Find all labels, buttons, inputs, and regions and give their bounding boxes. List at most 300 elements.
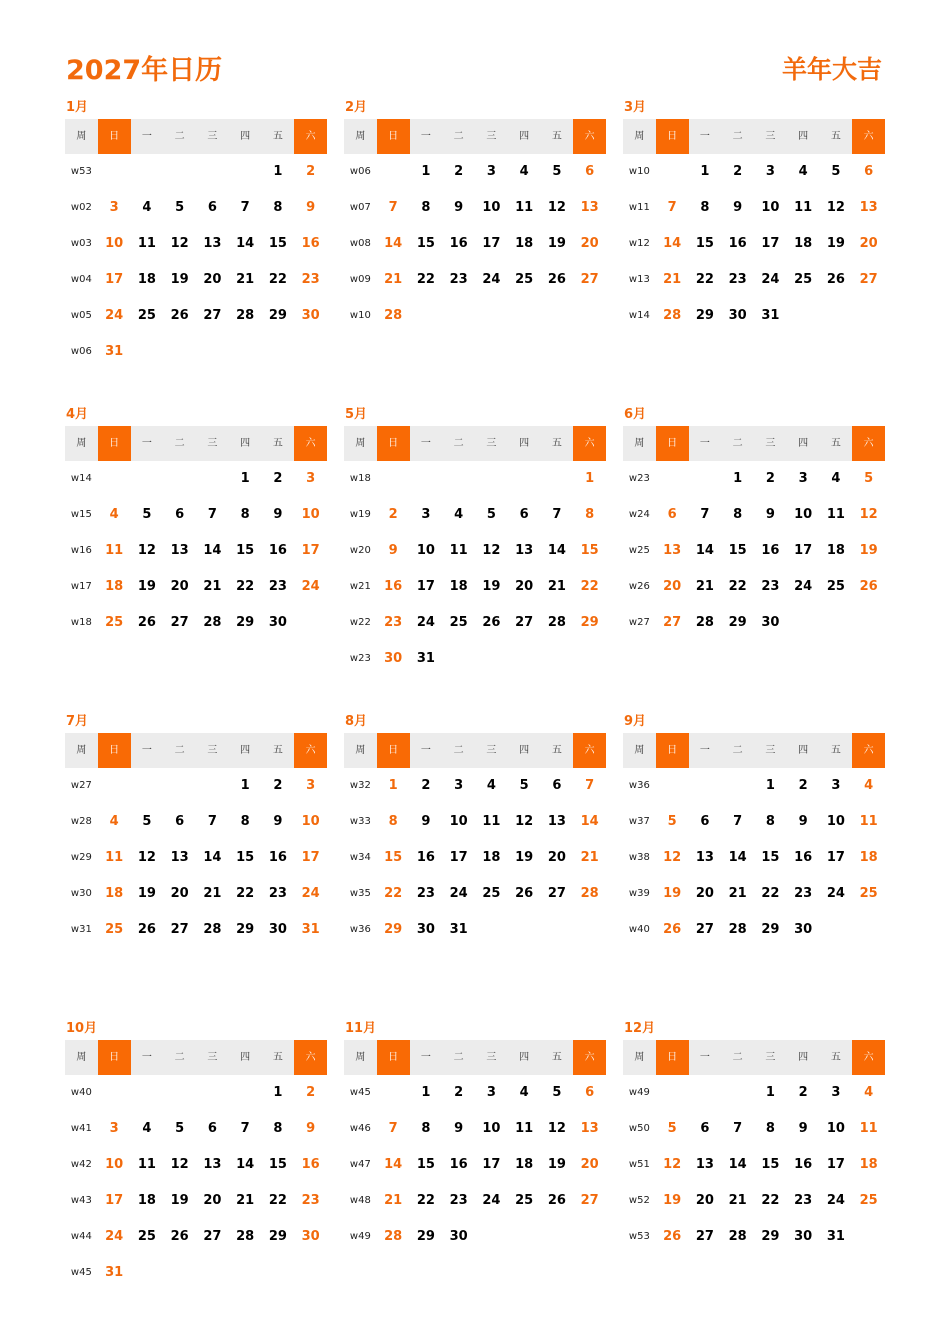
weekday-label: 三 [754,733,787,768]
day-cell: 9 [388,543,398,558]
weekday-label: 六 [294,426,327,461]
day-cell: 30 [728,308,747,323]
day-cell: 16 [794,850,813,865]
day-cell: 31 [826,1229,845,1244]
week-number: w12 [628,238,650,249]
week-row [623,840,885,876]
day-cell: 4 [519,164,529,179]
day-cell: 23 [449,272,468,287]
day-cell: 7 [207,507,217,522]
week-row [65,569,327,605]
weekday-header [623,733,885,768]
day-cell [508,461,541,497]
week-number: w25 [628,545,650,556]
day-cell [294,605,327,641]
week-number: w21 [349,581,371,592]
week-number: w05 [70,310,92,321]
day-cell: 9 [306,200,316,215]
day-cell: 25 [515,1193,534,1208]
day-cell [377,154,410,190]
day-cell: 17 [449,850,468,865]
day-cell: 18 [105,579,124,594]
day-cell: 23 [301,272,320,287]
day-cell: 19 [663,886,682,901]
month-grid [65,461,327,641]
day-cell: 25 [105,922,124,937]
day-cell: 30 [268,615,287,630]
week-row [344,533,606,569]
day-cell: 14 [384,236,403,251]
day-cell: 2 [273,778,283,793]
week-row [344,912,606,948]
weekday-label: 日 [656,733,689,768]
week-number: w52 [628,1195,650,1206]
day-cell: 28 [203,922,222,937]
weekday-label: 五 [820,1040,853,1075]
week-number: w17 [70,581,92,592]
day-cell: 14 [728,1157,747,1172]
day-cell: 10 [761,200,780,215]
day-cell: 26 [170,1229,189,1244]
week-number: w40 [70,1087,92,1098]
week-column-header: 周 [344,733,377,768]
day-cell: 23 [728,272,747,287]
week-number: w34 [349,852,371,863]
day-cell [131,1075,164,1111]
week-number: w37 [628,816,650,827]
day-cell: 11 [826,507,845,522]
day-cell: 5 [552,164,562,179]
month-grid [65,154,327,370]
week-number: w15 [70,509,92,520]
day-cell: 2 [421,778,431,793]
day-cell: 16 [384,579,403,594]
day-cell [410,298,443,334]
day-cell: 30 [384,651,403,666]
week-row [65,1183,327,1219]
day-cell: 10 [416,543,435,558]
week-number: w40 [628,924,650,935]
day-cell: 3 [486,164,496,179]
day-cell: 1 [240,471,250,486]
day-cell: 3 [454,778,464,793]
day-cell: 19 [515,850,534,865]
week-number: w45 [70,1267,92,1278]
week-number: w13 [628,274,650,285]
weekday-label: 六 [573,733,606,768]
weekday-label: 六 [852,119,885,154]
weekday-label: 三 [196,426,229,461]
day-cell: 24 [482,272,501,287]
slogan: 羊年大吉 [781,55,882,84]
day-cell: 27 [547,886,566,901]
month-name: 3月 [624,100,647,115]
day-cell [377,1075,410,1111]
weekday-label: 四 [508,426,541,461]
weekday-label: 六 [852,733,885,768]
day-cell: 16 [301,236,320,251]
weekday-label: 一 [689,119,722,154]
day-cell: 9 [798,814,808,829]
month-grid [344,461,606,677]
day-cell: 18 [137,272,156,287]
day-cell: 8 [765,814,775,829]
weekday-label: 四 [229,426,262,461]
day-cell: 10 [449,814,468,829]
week-row [623,461,885,497]
day-cell: 5 [864,471,874,486]
day-cell [163,1255,196,1291]
day-cell: 24 [301,579,320,594]
day-cell: 13 [515,543,534,558]
day-cell: 26 [826,272,845,287]
day-cell: 26 [663,922,682,937]
day-cell [196,334,229,370]
day-cell: 26 [170,308,189,323]
weekday-label: 六 [294,1040,327,1075]
day-cell: 2 [306,1085,316,1100]
day-cell: 17 [105,272,124,287]
day-cell: 19 [547,1157,566,1172]
day-cell: 14 [236,236,255,251]
day-cell: 4 [486,778,496,793]
day-cell: 14 [203,850,222,865]
month-name: 10月 [66,1021,98,1036]
week-number: w47 [349,1159,371,1170]
day-cell: 4 [142,1121,152,1136]
week-number: w39 [628,888,650,899]
weekday-label: 六 [852,1040,885,1075]
day-cell: 6 [519,507,529,522]
day-cell [852,1219,885,1255]
day-cell: 2 [733,164,743,179]
day-cell [131,154,164,190]
week-row [623,298,885,334]
week-number: w42 [70,1159,92,1170]
weekday-label: 三 [196,119,229,154]
day-cell: 22 [761,1193,780,1208]
weekday-label: 日 [98,1040,131,1075]
day-cell: 22 [728,579,747,594]
week-row [623,1147,885,1183]
day-cell: 9 [454,1121,464,1136]
day-cell: 4 [109,814,119,829]
day-cell: 16 [268,850,287,865]
day-cell: 26 [663,1229,682,1244]
week-row [344,497,606,533]
weekday-label: 五 [262,1040,295,1075]
week-row [623,569,885,605]
day-cell: 4 [142,200,152,215]
week-number: w31 [70,924,92,935]
week-row [65,840,327,876]
day-cell: 5 [142,507,152,522]
day-cell: 7 [388,200,398,215]
day-cell: 15 [384,850,403,865]
day-cell: 3 [798,471,808,486]
weekday-label: 四 [508,1040,541,1075]
day-cell: 2 [454,1085,464,1100]
weekday-header [65,119,327,154]
day-cell: 28 [728,922,747,937]
day-cell: 28 [663,308,682,323]
day-cell: 30 [449,1229,468,1244]
weekday-label: 五 [820,426,853,461]
day-cell: 21 [203,886,222,901]
day-cell: 12 [663,1157,682,1172]
day-cell: 6 [207,1121,217,1136]
day-cell: 9 [273,814,283,829]
weekday-label: 四 [229,1040,262,1075]
day-cell: 11 [105,543,124,558]
weekday-label: 日 [656,1040,689,1075]
week-column-header: 周 [344,119,377,154]
day-cell: 28 [203,615,222,630]
week-number: w27 [628,617,650,628]
day-cell: 12 [859,507,878,522]
weekday-label: 三 [754,1040,787,1075]
weekday-label: 日 [377,426,410,461]
week-row [623,262,885,298]
weekday-label: 四 [229,733,262,768]
day-cell: 13 [203,1157,222,1172]
week-row [65,298,327,334]
day-cell: 20 [203,1193,222,1208]
day-cell: 17 [761,236,780,251]
weekday-label: 日 [98,733,131,768]
day-cell [163,154,196,190]
day-cell: 19 [663,1193,682,1208]
month-name: 5月 [345,407,368,422]
day-cell: 3 [109,1121,119,1136]
day-cell: 29 [416,1229,435,1244]
week-row [344,641,606,677]
week-row [344,262,606,298]
day-cell: 21 [663,272,682,287]
day-cell: 8 [733,507,743,522]
day-cell [442,298,475,334]
week-row [344,840,606,876]
week-row [65,1147,327,1183]
day-cell: 29 [695,308,714,323]
day-cell: 26 [137,922,156,937]
week-number: w20 [349,545,371,556]
day-cell [573,641,606,677]
month-grid [623,1075,885,1255]
week-number: w50 [628,1123,650,1134]
day-cell [656,461,689,497]
day-cell: 1 [700,164,710,179]
weekday-header [344,426,606,461]
weekday-label: 六 [573,119,606,154]
day-cell: 9 [454,200,464,215]
week-number: w49 [349,1231,371,1242]
month-name: 9月 [624,714,647,729]
day-cell: 18 [449,579,468,594]
day-cell: 1 [421,164,431,179]
day-cell: 16 [449,236,468,251]
week-number: w10 [349,310,371,321]
day-cell: 3 [486,1085,496,1100]
day-cell [721,768,754,804]
day-cell [541,912,574,948]
month-grid [65,768,327,948]
day-cell: 9 [421,814,431,829]
weekday-label: 五 [262,733,295,768]
day-cell: 19 [826,236,845,251]
day-cell: 15 [236,850,255,865]
weekday-label: 五 [541,1040,574,1075]
day-cell: 23 [794,886,813,901]
day-cell: 2 [798,1085,808,1100]
day-cell: 2 [765,471,775,486]
day-cell: 10 [794,507,813,522]
day-cell: 29 [236,615,255,630]
day-cell: 24 [794,579,813,594]
day-cell: 30 [416,922,435,937]
day-cell: 3 [831,778,841,793]
week-number: w49 [628,1087,650,1098]
weekday-label: 一 [410,426,443,461]
weekday-label: 日 [656,426,689,461]
day-cell: 22 [761,886,780,901]
week-row [344,1183,606,1219]
day-cell: 18 [826,543,845,558]
day-cell: 26 [547,272,566,287]
day-cell [475,461,508,497]
day-cell: 24 [826,886,845,901]
day-cell [541,641,574,677]
day-cell: 21 [384,272,403,287]
day-cell: 2 [273,471,283,486]
day-cell: 11 [515,200,534,215]
week-number: w07 [349,202,371,213]
weekday-label: 一 [131,119,164,154]
week-number: w24 [628,509,650,520]
weekday-label: 二 [721,426,754,461]
day-cell: 12 [482,543,501,558]
day-cell: 13 [695,850,714,865]
week-number: w14 [70,473,92,484]
day-cell [163,461,196,497]
day-cell: 11 [137,236,156,251]
day-cell: 13 [859,200,878,215]
day-cell: 27 [170,615,189,630]
day-cell: 28 [728,1229,747,1244]
day-cell: 16 [416,850,435,865]
weekday-label: 四 [787,119,820,154]
day-cell: 5 [486,507,496,522]
day-cell: 9 [733,200,743,215]
week-number: w27 [70,780,92,791]
day-cell: 6 [667,507,677,522]
day-cell: 3 [109,200,119,215]
day-cell: 5 [519,778,529,793]
day-cell: 1 [388,778,398,793]
day-cell: 22 [416,1193,435,1208]
day-cell: 6 [700,1121,710,1136]
week-row [623,226,885,262]
day-cell [508,912,541,948]
day-cell: 11 [515,1121,534,1136]
week-column-header: 周 [623,426,656,461]
day-cell: 24 [482,1193,501,1208]
day-cell: 14 [663,236,682,251]
week-number: w14 [628,310,650,321]
day-cell: 13 [695,1157,714,1172]
week-row [344,804,606,840]
day-cell: 19 [859,543,878,558]
week-row [344,605,606,641]
day-cell: 24 [105,1229,124,1244]
day-cell: 24 [826,1193,845,1208]
week-row [344,768,606,804]
day-cell: 10 [301,814,320,829]
day-cell: 27 [580,1193,599,1208]
weekday-label: 六 [852,426,885,461]
day-cell [98,461,131,497]
day-cell: 30 [794,922,813,937]
day-cell: 1 [765,778,775,793]
week-number: w08 [349,238,371,249]
week-row [65,1075,327,1111]
day-cell: 26 [482,615,501,630]
day-cell: 8 [273,200,283,215]
week-row [65,334,327,370]
week-number: w11 [628,202,650,213]
day-cell: 3 [765,164,775,179]
weekday-label: 一 [689,426,722,461]
week-row [623,804,885,840]
weekday-header [623,426,885,461]
week-row [344,1111,606,1147]
weekday-label: 五 [541,119,574,154]
weekday-header [623,119,885,154]
day-cell: 14 [547,543,566,558]
week-column-header: 周 [65,733,98,768]
day-cell: 15 [416,1157,435,1172]
day-cell: 28 [695,615,714,630]
day-cell: 11 [137,1157,156,1172]
week-row [65,533,327,569]
week-row [65,768,327,804]
weekday-label: 二 [442,1040,475,1075]
day-cell: 11 [105,850,124,865]
month-grid [344,768,606,948]
week-number: w04 [70,274,92,285]
day-cell: 21 [384,1193,403,1208]
day-cell: 4 [519,1085,529,1100]
week-number: w30 [70,888,92,899]
day-cell [442,461,475,497]
day-cell: 9 [798,1121,808,1136]
day-cell: 18 [515,1157,534,1172]
week-row [65,226,327,262]
day-cell: 17 [794,543,813,558]
week-number: w06 [70,346,92,357]
weekday-label: 六 [573,426,606,461]
day-cell: 3 [306,778,316,793]
day-cell: 14 [728,850,747,865]
day-cell: 7 [388,1121,398,1136]
day-cell: 7 [207,814,217,829]
day-cell: 7 [733,1121,743,1136]
day-cell: 15 [268,1157,287,1172]
weekday-label: 二 [442,426,475,461]
day-cell: 23 [301,1193,320,1208]
day-cell: 31 [416,651,435,666]
day-cell: 13 [170,543,189,558]
